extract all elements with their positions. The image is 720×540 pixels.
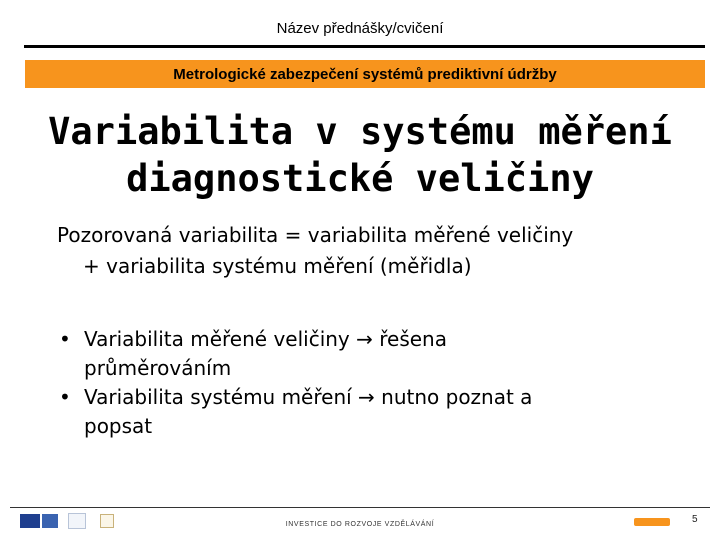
bullet-text-line-2: průměrováním xyxy=(84,356,232,380)
footer-divider xyxy=(10,507,710,508)
variability-formula xyxy=(57,220,707,282)
bullet-text-line-1: Variabilita měřené veličiny → řešena xyxy=(84,327,447,351)
lecture-name: Název přednášky/cvičení xyxy=(276,20,444,37)
formula-line-1: Pozorovaná variabilita = variabilita měřené veličiny xyxy=(57,223,574,247)
partner-logo xyxy=(634,518,670,526)
bullet-item xyxy=(57,325,677,383)
header-divider xyxy=(24,45,705,48)
slide-title-line-2: diagnostické veličiny xyxy=(126,157,594,200)
bullet-text-line-2: popsat xyxy=(84,414,153,438)
bullet-marker: • xyxy=(59,385,71,409)
bullet-list xyxy=(57,325,677,441)
bullet-text-line-1: Variabilita systému měření → nutno poznat a xyxy=(84,385,533,409)
page-number: 5 xyxy=(692,514,698,525)
subject-title: Metrologické zabezpečení systémů prediktivní údržby xyxy=(173,65,557,83)
bullet-item xyxy=(57,383,677,441)
slide-title xyxy=(0,108,720,202)
subject-banner xyxy=(25,60,705,88)
formula-line-2: + variabilita systému měření (měřidla) xyxy=(83,254,472,278)
bullet-marker: • xyxy=(59,327,71,351)
footer-slogan: INVESTICE DO ROZVOJE VZDĚLÁVÁNÍ xyxy=(285,521,435,528)
slide-title-line-1: Variabilita v systému měření xyxy=(48,110,672,153)
